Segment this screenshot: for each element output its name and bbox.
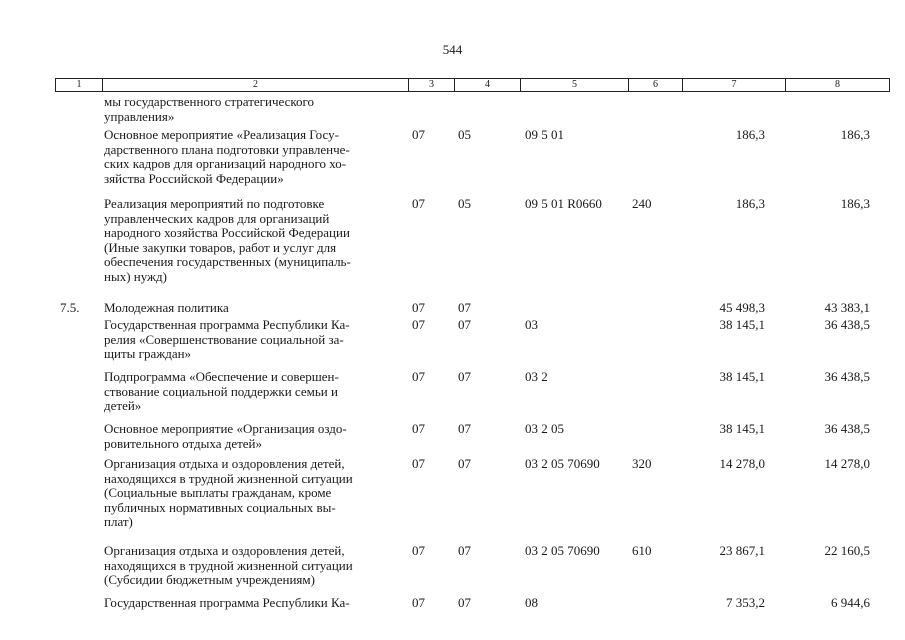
expense-type-code: 320: [632, 456, 652, 471]
section-code: 07: [412, 421, 425, 436]
target-article-code: 03 2 05 70690: [525, 456, 600, 471]
subsection-code: 07: [458, 543, 471, 558]
row-name-line: ствование социальной поддержки семьи и: [104, 383, 338, 399]
row-name-line: публичных нормативных социальных вы-: [104, 499, 336, 515]
row-name: [104, 128, 404, 186]
row-name-line: (Социальные выплаты гражданам, кроме: [104, 485, 332, 500]
amount-year-2: 36 438,5: [824, 317, 870, 332]
amount-year-2: 186,3: [840, 196, 870, 211]
row-number: 7.5.: [60, 300, 80, 315]
expense-type-code: 610: [632, 543, 652, 558]
row-name-line: Реализация мероприятий по подготовке: [104, 196, 325, 211]
row-name-line: Основное мероприятие «Реализация Госу-: [104, 127, 339, 142]
row-name: [104, 596, 404, 611]
amount-year-2: 6 944,6: [831, 595, 870, 610]
subsection-code: 07: [458, 595, 471, 610]
target-article-code: 09 5 01 R0660: [525, 196, 602, 211]
row-name-line: Организация отдыха и оздоровления детей,: [104, 456, 345, 471]
row-name: [104, 95, 404, 124]
section-code: 07: [412, 300, 425, 315]
header-col-4: 4: [454, 79, 520, 91]
row-name-line: детей»: [104, 398, 142, 413]
row-name-line: щиты граждан»: [104, 346, 192, 361]
header-col-7: 7: [682, 79, 785, 91]
amount-year-2: 186,3: [840, 127, 870, 142]
row-name-line: дарственного плана подготовки управленче-: [104, 141, 350, 157]
row-name: [104, 318, 404, 362]
subsection-code: 07: [458, 300, 471, 315]
section-code: 07: [412, 196, 425, 211]
row-name-line: ских кадров для организаций народного хо-: [104, 156, 347, 171]
row-name-line: управленческих кадров для организаций: [104, 210, 330, 226]
row-name-line: Организация отдыха и оздоровления детей,: [104, 543, 345, 558]
row-name-line: управления»: [104, 108, 175, 124]
amount-year-1: 38 145,1: [719, 317, 765, 332]
amount-year-1: 14 278,0: [719, 456, 765, 471]
row-name-line: ных) нужд): [104, 268, 167, 284]
row-name-line: Подпрограмма «Обеспечение и совершен-: [104, 369, 339, 384]
amount-year-2: 22 160,5: [824, 543, 870, 558]
section-code: 07: [412, 369, 425, 384]
amount-year-2: 36 438,5: [824, 369, 870, 384]
header-col-5: 5: [520, 79, 628, 91]
subsection-code: 05: [458, 127, 471, 142]
row-name-line: народного хозяйства Российской Федерации: [104, 225, 350, 240]
amount-year-1: 186,3: [735, 196, 765, 211]
row-name-line: Государственная программа Республики Ка-: [104, 595, 350, 610]
row-name-line: Государственная программа Республики Ка-: [104, 317, 350, 332]
header-col-3: 3: [408, 79, 454, 91]
row-name-line: находящихся в трудной жизненной ситуации: [104, 557, 353, 573]
row-name: [104, 301, 404, 316]
amount-year-1: 186,3: [735, 127, 765, 142]
row-name: [104, 370, 404, 414]
amount-year-1: 7 353,2: [726, 595, 765, 610]
amount-year-1: 38 145,1: [719, 369, 765, 384]
page-number: 544: [442, 42, 463, 57]
row-name-line: Молодежная политика: [104, 300, 229, 315]
amount-year-2: 14 278,0: [824, 456, 870, 471]
row-name-line: (Иные закупки товаров, работ и услуг для: [104, 239, 337, 255]
row-name: [104, 197, 404, 284]
subsection-code: 07: [458, 421, 471, 436]
row-name-line: ровительного отдыха детей»: [104, 435, 263, 451]
row-name: [104, 544, 404, 588]
row-name-line: находящихся в трудной жизненной ситуации: [104, 470, 353, 486]
target-article-code: 03 2: [525, 369, 548, 384]
row-name-line: мы государственного стратегического: [104, 94, 315, 109]
target-article-code: 03 2 05: [525, 421, 564, 436]
table-header: [55, 78, 890, 92]
row-name-line: зяйства Российской Федерации»: [104, 170, 284, 186]
row-name-line: релия «Совершенствование социальной за-: [104, 331, 344, 347]
subsection-code: 07: [458, 317, 471, 332]
row-name-line: (Субсидии бюджетным учреждениям): [104, 572, 315, 587]
amount-year-2: 36 438,5: [824, 421, 870, 436]
header-col-6: 6: [628, 79, 682, 91]
header-col-2: 2: [102, 79, 408, 91]
amount-year-2: 43 383,1: [824, 300, 870, 315]
subsection-code: 05: [458, 196, 471, 211]
target-article-code: 08: [525, 595, 538, 610]
target-article-code: 09 5 01: [525, 127, 564, 142]
section-code: 07: [412, 317, 425, 332]
header-col-8: 8: [785, 79, 889, 91]
subsection-code: 07: [458, 369, 471, 384]
header-col-1: 1: [76, 79, 82, 90]
subsection-code: 07: [458, 456, 471, 471]
row-name-line: плат): [104, 514, 133, 529]
row-name: [104, 457, 404, 530]
amount-year-1: 23 867,1: [719, 543, 765, 558]
target-article-code: 03: [525, 317, 538, 332]
row-name-line: обеспечения государственных (муниципаль-: [104, 254, 351, 269]
section-code: 07: [412, 456, 425, 471]
section-code: 07: [412, 543, 425, 558]
target-article-code: 03 2 05 70690: [525, 543, 600, 558]
section-code: 07: [412, 127, 425, 142]
row-name: [104, 422, 404, 451]
row-name-line: Основное мероприятие «Организация оздо-: [104, 421, 347, 436]
amount-year-1: 38 145,1: [719, 421, 765, 436]
expense-type-code: 240: [632, 196, 652, 211]
amount-year-1: 45 498,3: [719, 300, 765, 315]
section-code: 07: [412, 595, 425, 610]
